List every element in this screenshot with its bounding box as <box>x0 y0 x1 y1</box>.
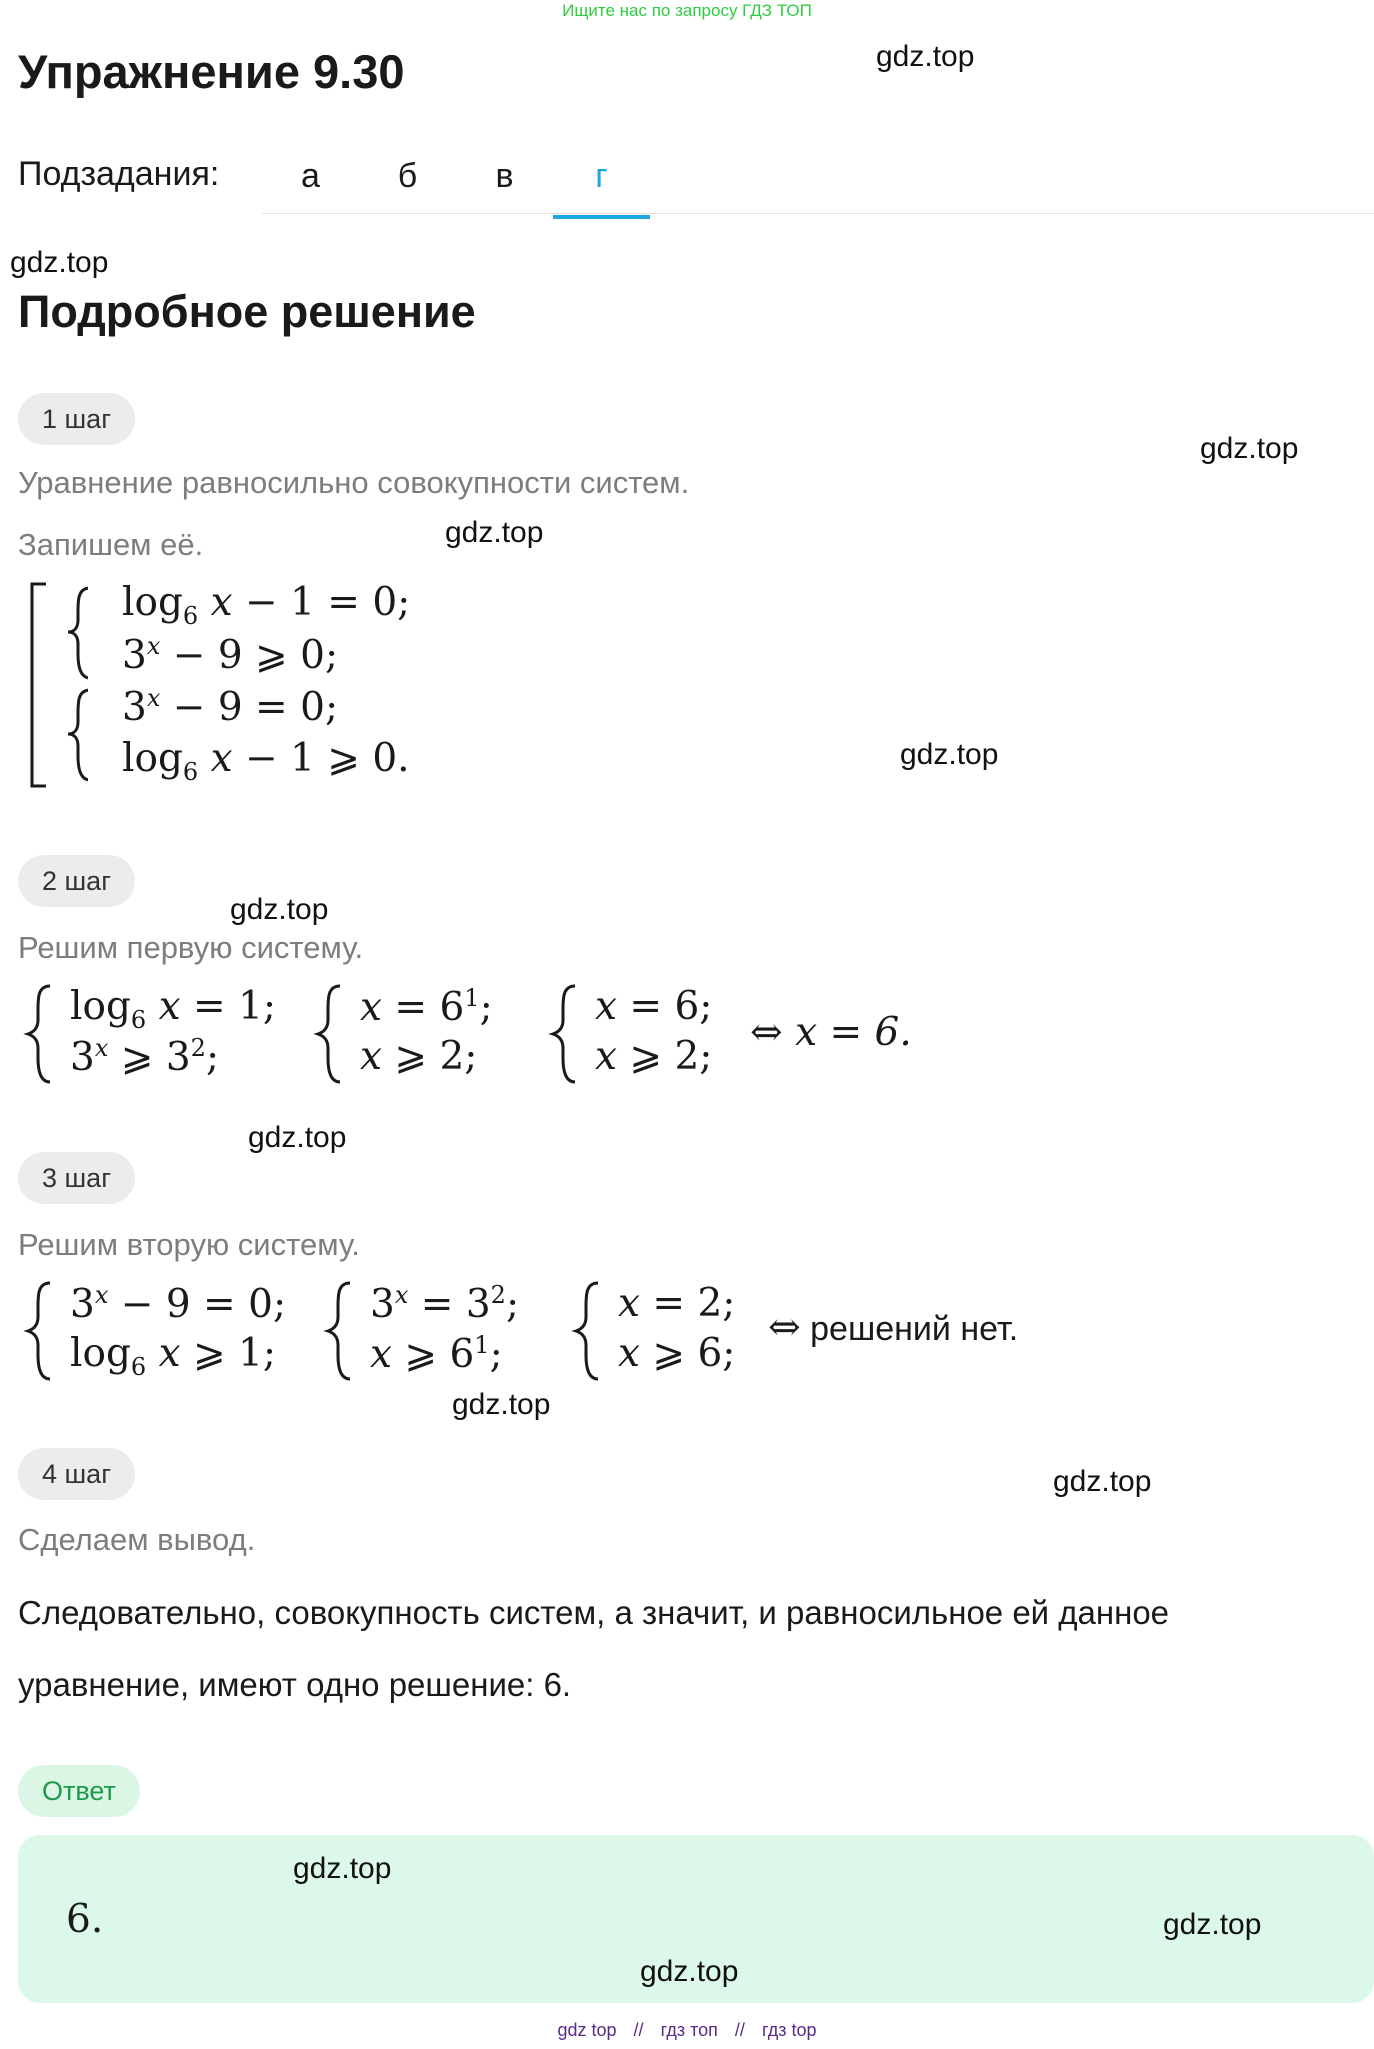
tab-a[interactable]: а <box>301 157 320 195</box>
answer-box <box>18 1835 1374 2003</box>
footer-link[interactable]: гдз top <box>761 2020 817 2040</box>
subtasks-label: Подзадания: <box>18 155 220 193</box>
watermark: gdz.top <box>293 1852 392 1885</box>
step-badge: 2 шаг <box>18 855 135 907</box>
step-text: Решим вторую систему. <box>18 1227 360 1262</box>
subtask-tabs <box>262 145 650 215</box>
conclusion-text: уравнение, имеют одно решение: 6. <box>18 1666 572 1703</box>
answer-value: 6. <box>66 1897 104 1942</box>
conclusion-text: Следовательно, совокупность систем, а значит, и равносильное ей данное <box>18 1594 1170 1631</box>
tab-b[interactable]: б <box>397 157 418 195</box>
step-text: Сделаем вывод. <box>18 1522 256 1557</box>
tabs-divider <box>262 213 1374 214</box>
watermark: gdz.top <box>230 893 329 926</box>
footer-link[interactable]: gdz top <box>557 2020 617 2040</box>
search-banner[interactable]: Ищите нас по запросу ГДЗ ТОП <box>562 1 812 20</box>
solution-heading: Подробное решение <box>18 286 476 337</box>
watermark: gdz.top <box>1200 432 1299 465</box>
square-bracket-icon <box>28 580 88 790</box>
step-badge: 1 шаг <box>18 393 135 445</box>
watermark: gdz.top <box>248 1121 347 1154</box>
watermark: gdz.top <box>445 516 544 549</box>
step-text: Уравнение равносильно совокупности систем. <box>18 465 690 500</box>
footer-links <box>0 2020 1374 2041</box>
first-system-solution: $\log_6 x = 1$; 3$^x$ ⩾ $3^2$; $x = 6^1$; x ⩾ 2; x = 6; x ⩾ 2; ⇔ x = 6. <box>18 980 1018 1090</box>
step-text: Запишем её. <box>18 527 204 562</box>
step-text: Решим первую систему. <box>18 930 364 965</box>
step-badge: 4 шаг <box>18 1448 135 1500</box>
conclusion-value: x = 6. <box>795 1010 912 1055</box>
tab-g[interactable]: г <box>553 145 650 215</box>
watermark: gdz.top <box>640 1955 739 1988</box>
footer-separator: // <box>734 2020 745 2040</box>
watermark: gdz.top <box>1053 1465 1152 1498</box>
page-title: Упражнение 9.30 <box>18 45 405 98</box>
watermark: gdz.top <box>876 40 975 73</box>
watermark: gdz.top <box>10 246 109 279</box>
watermark: gdz.top <box>900 738 999 771</box>
watermark: gdz.top <box>1163 1908 1262 1941</box>
answer-badge: Ответ <box>18 1765 140 1817</box>
system-set-formula: $\log_6 x - 1 = 0$; $3^x - 9$ ⩾ 0; $3^x - 9 = 0$; $\log_6 x - 1$ ⩾ 0. <box>28 580 428 790</box>
conclusion-value: решений нет. <box>810 1310 1019 1348</box>
footer-link[interactable]: гдз топ <box>660 2020 718 2040</box>
footer-separator: // <box>633 2020 644 2040</box>
tab-v[interactable]: в <box>495 157 514 195</box>
second-system-solution: $3^x - 9 = 0$; $\log_6 x$ ⩾ 1; $3^x = 3^2$; x ⩾ $6^1$; x = 2; x ⩾ 6; ⇔ решений нет. <box>18 1277 1118 1387</box>
step-badge: 3 шаг <box>18 1152 135 1204</box>
watermark: gdz.top <box>452 1388 551 1421</box>
